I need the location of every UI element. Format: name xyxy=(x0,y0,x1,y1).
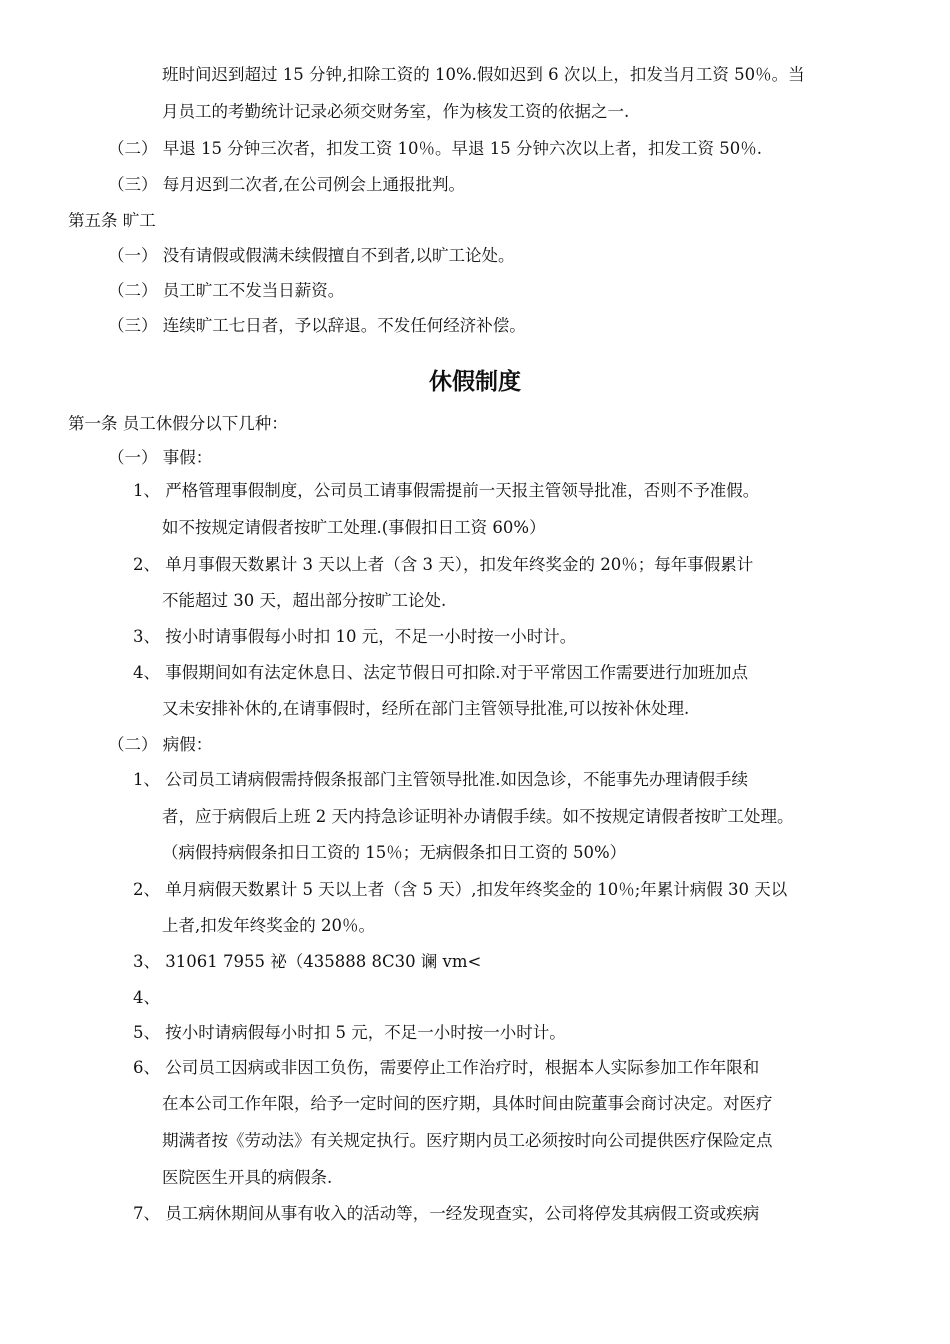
text-line: 2、 单月事假天数累计 3 天以上者（含 3 天），扣发年终奖金的 20％；每年事假累计 xyxy=(133,555,754,574)
text-line: （三） 每月迟到二次者,在公司例会上通报批判。 xyxy=(108,175,465,194)
text-line: 第五条 旷工 xyxy=(68,211,156,230)
text-line: 月员工的考勤统计记录必须交财务室，作为核发工资的依据之一. xyxy=(162,102,630,121)
text-line: （三） 连续旷工七日者，予以辞退。不发任何经济补偿。 xyxy=(108,316,526,335)
text-line: （一） 没有请假或假满未续假擅自不到者,以旷工论处。 xyxy=(108,246,515,265)
text-line: 如不按规定请假者按旷工处理.(事假扣日工资 60%） xyxy=(162,518,546,537)
text-line: 第一条 员工休假分以下几种： xyxy=(68,414,288,433)
text-line: 者，应于病假后上班 2 天内持急诊证明补办请假手续。如不按规定请假者按旷工处理。 xyxy=(162,807,794,826)
text-line: 6、 公司员工因病或非因工负伤，需要停止工作治疗时，根据本人实际参加工作年限和 xyxy=(133,1058,760,1077)
text-line: 不能超过 30 天，超出部分按旷工论处. xyxy=(162,591,447,610)
text-line: 期满者按《劳动法》有关规定执行。医疗期内员工必须按时向公司提供医疗保险定点 xyxy=(162,1131,773,1150)
text-line: （二） 员工旷工不发当日薪资。 xyxy=(108,281,345,300)
text-line: （一） 事假： xyxy=(108,448,213,467)
text-line: 班时间迟到超过 15 分钟,扣除工资的 10%.假如迟到 6 次以上，扣发当月工资 50％。当 xyxy=(162,65,805,84)
text-line: （二） 病假： xyxy=(108,735,213,754)
text-line: （病假持病假条扣日工资的 15％；无病假条扣日工资的 50%） xyxy=(162,843,627,862)
text-line: （二） 早退 15 分钟三次者，扣发工资 10％。早退 15 分钟六次以上者，扣发工资 50％. xyxy=(108,139,762,158)
text-line: 4、 事假期间如有法定休息日、法定节假日可扣除.对于平常因工作需要进行加班加点 xyxy=(133,663,748,682)
text-line: 4、 xyxy=(133,988,160,1007)
text-line: 1、 公司员工请病假需持假条报部门主管领导批准.如因急诊，不能事先办理请假手续 xyxy=(133,770,748,789)
text-line: 1、 严格管理事假制度，公司员工请事假需提前一天报主管领导批准，否则不予准假。 xyxy=(133,481,760,500)
text-line: 2、 单月病假天数累计 5 天以上者（含 5 天）,扣发年终奖金的 10％;年累计病假 30 天以 xyxy=(133,880,788,899)
text-line: 3、 按小时请事假每小时扣 10 元，不足一小时按一小时计。 xyxy=(133,627,577,646)
text-line: 医院医生开具的病假条. xyxy=(162,1168,333,1187)
text-line: 3、 31061 7955 祕（435888 8C30 谰 vm< xyxy=(133,952,482,971)
text-line: 上者,扣发年终奖金的 20％。 xyxy=(162,916,375,935)
text-line: 在本公司工作年限，给予一定时间的医疗期，具体时间由院董事会商讨决定。对医疗 xyxy=(162,1094,773,1113)
text-line: 5、 按小时请病假每小时扣 5 元，不足一小时按一小时计。 xyxy=(133,1023,566,1042)
text-line: 7、 员工病休期间从事有收入的活动等，一经发现查实，公司将停发其病假工资或疾病 xyxy=(133,1204,760,1223)
text-line: 又未安排补休的,在请事假时，经所在部门主管领导批准,可以按补休处理. xyxy=(162,699,690,718)
section-heading: 休假制度 xyxy=(429,369,521,395)
